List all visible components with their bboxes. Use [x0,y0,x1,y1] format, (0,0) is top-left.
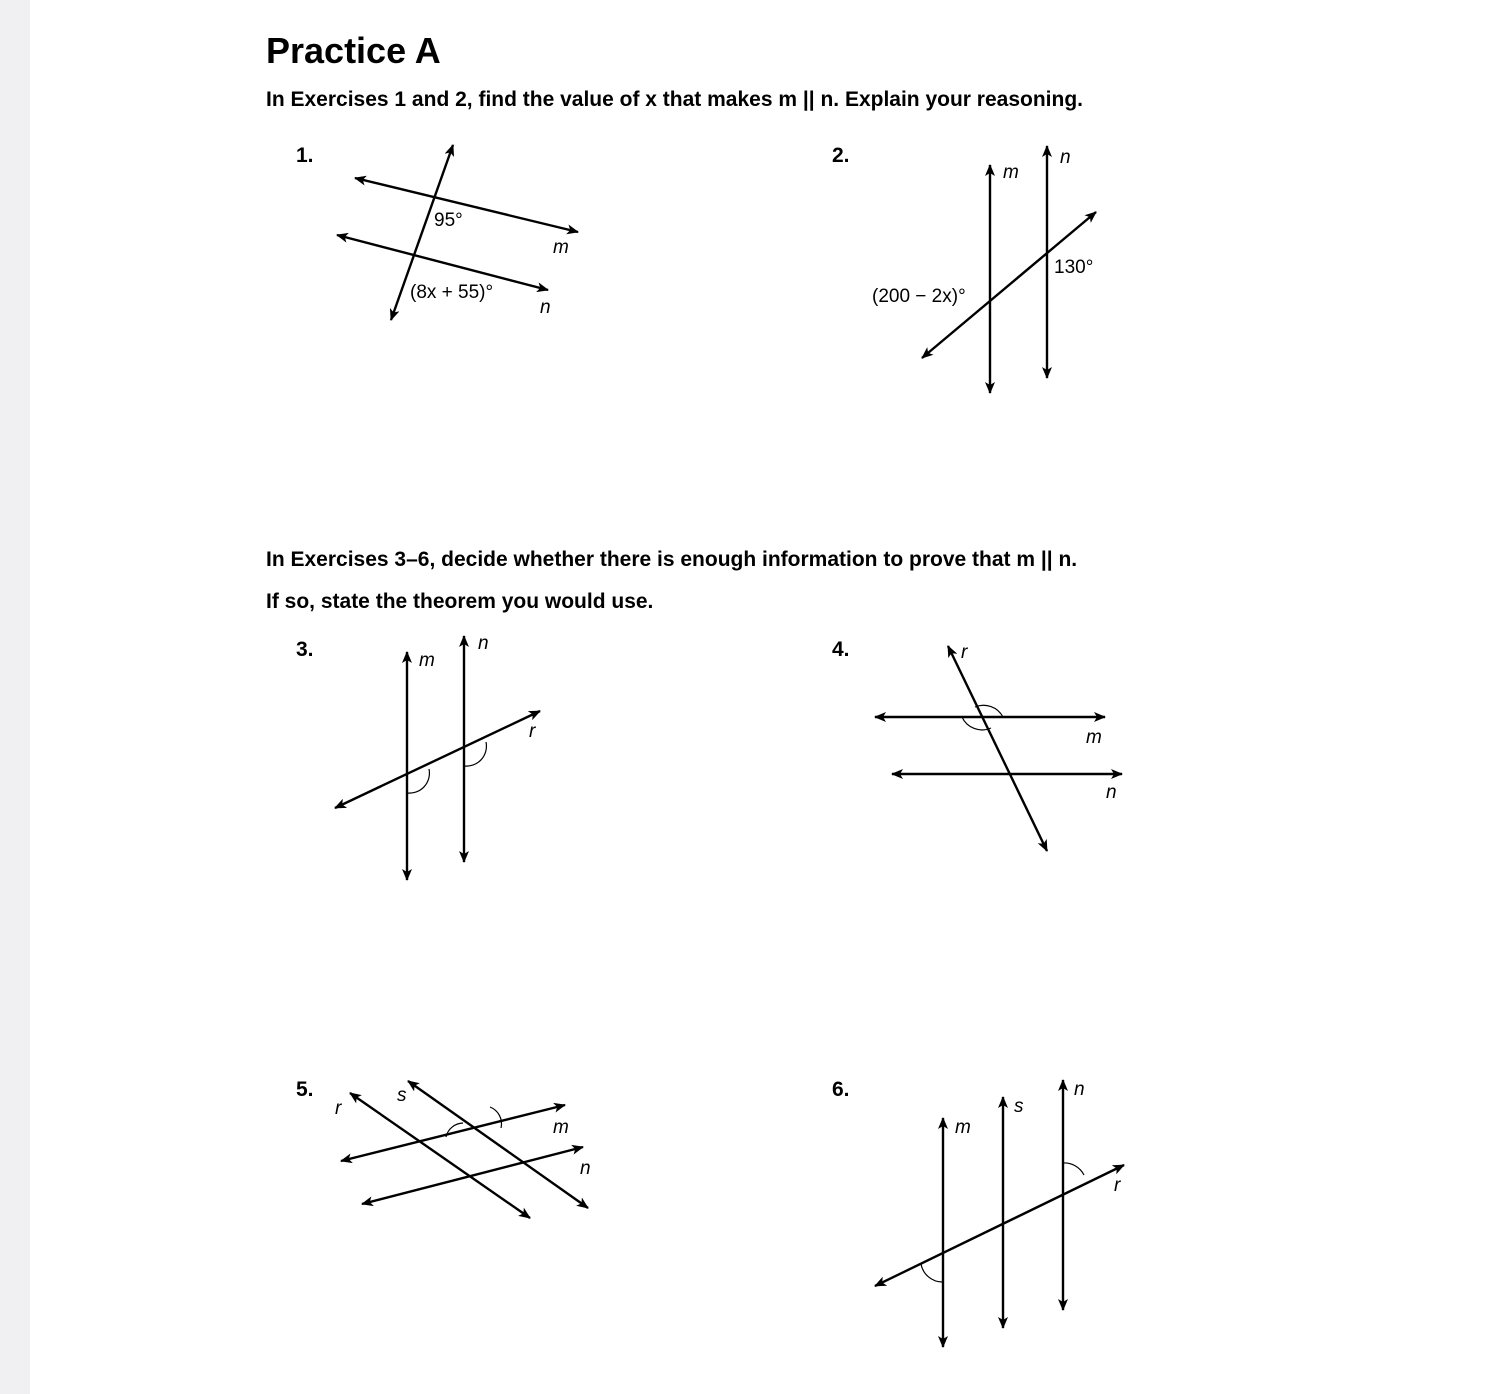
ex2-transversal [922,212,1096,358]
ex4-label-n: n [1106,782,1117,803]
ex3-label-m: m [419,650,435,671]
ex2-angle-right-label: 130° [1054,257,1094,278]
ex1-angle-bottom-label: (8x + 55)° [410,282,494,303]
instructions-exercises-3-6-line1: In Exercises 3–6, decide whether there is enough information to prove that m || n. [266,548,1078,571]
instructions-exercises-3-6-line2: If so, state the theorem you would use. [266,590,654,613]
ex5-label-m: m [553,1117,569,1138]
ex5-label-n: n [580,1158,591,1179]
exercise-5-number: 5. [296,1078,314,1101]
exercise-6-figure [875,1079,1124,1347]
exercise-1-number: 1. [296,144,314,167]
ex6-label-m: m [955,1117,971,1138]
ex5-line-s [408,1081,588,1208]
ex1-label-n: n [540,297,551,318]
ex4-label-r: r [961,642,968,663]
ex6-label-n: n [1074,1079,1085,1100]
ex2-angle-left-label: (200 − 2x)° [872,286,966,307]
exercise-4-figure [875,642,1122,851]
exercise-3-number: 3. [296,638,314,661]
ex6-angle-arc-bottom [921,1264,943,1282]
exercise-1-figure [337,145,578,320]
exercise-4-number: 4. [832,638,850,661]
exercise-5-figure [335,1081,591,1218]
ex6-label-s: s [1014,1096,1024,1117]
ex3-transversal [335,711,540,808]
exercise-2-number: 2. [832,144,850,167]
exercise-6-number: 6. [832,1078,850,1101]
ex2-label-n: n [1060,147,1071,168]
ex5-angle-arc-2 [490,1107,502,1128]
ex4-transversal [948,646,1047,851]
exercise-2-figure [872,146,1096,393]
ex4-label-m: m [1086,727,1102,748]
page-title: Practice A [266,30,441,71]
ex1-angle-top-label: 95° [434,210,463,231]
ex1-line-m [355,178,578,232]
ex1-label-m: m [553,237,569,258]
ex3-label-n: n [478,633,489,654]
ex6-transversal [875,1165,1124,1286]
ex6-angle-arc-top [1063,1163,1084,1175]
ex5-line-n [362,1147,583,1204]
ex6-label-r: r [1114,1175,1121,1196]
ex2-label-m: m [1003,162,1019,183]
ex5-label-r: r [335,1098,342,1119]
ex5-label-s: s [397,1085,407,1106]
exercise-3-figure [335,633,540,880]
instructions-exercises-1-2: In Exercises 1 and 2, find the value of x that makes m || n. Explain your reasoning. [266,88,1084,111]
ex3-label-r: r [529,721,536,742]
